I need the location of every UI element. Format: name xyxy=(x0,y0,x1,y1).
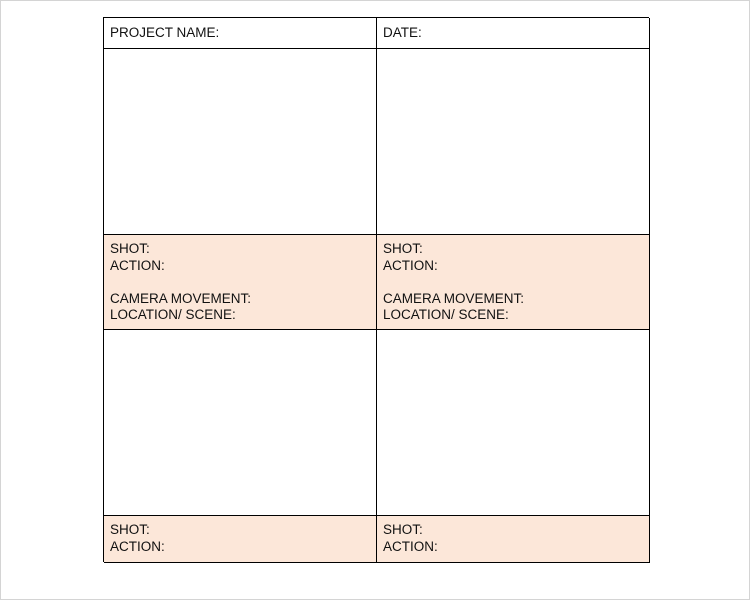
project-name-label: PROJECT NAME: xyxy=(110,24,220,40)
camera-movement-label: CAMERA MOVEMENT: xyxy=(110,290,252,306)
frame-1-details[interactable] xyxy=(104,235,377,330)
action-label: ACTION: xyxy=(383,257,438,273)
action-label: ACTION: xyxy=(383,538,438,554)
frame-3-details[interactable] xyxy=(104,516,377,563)
location-scene-label: LOCATION/ SCENE: xyxy=(110,307,236,322)
shot-label: SHOT: xyxy=(383,241,423,256)
spacer xyxy=(383,274,643,291)
action-label: ACTION: xyxy=(110,538,165,554)
action-label: ACTION: xyxy=(110,257,165,273)
location-scene-label: LOCATION/ SCENE: xyxy=(383,307,509,322)
frame-3-image-area[interactable] xyxy=(104,330,377,516)
date-label: DATE: xyxy=(383,24,422,40)
shot-label: SHOT: xyxy=(383,522,423,537)
frame-2-image-area[interactable] xyxy=(377,49,650,235)
shot-label: SHOT: xyxy=(110,522,150,537)
camera-movement-label: CAMERA MOVEMENT: xyxy=(383,290,525,306)
frame-1-image-area[interactable] xyxy=(104,49,377,235)
project-name-cell[interactable] xyxy=(104,18,377,49)
storyboard-grid xyxy=(103,17,649,562)
shot-label: SHOT: xyxy=(110,241,150,256)
date-cell[interactable] xyxy=(377,18,650,49)
frame-2-details[interactable] xyxy=(377,235,650,330)
spacer xyxy=(110,274,370,291)
frame-4-details[interactable] xyxy=(377,516,650,563)
frame-4-image-area[interactable] xyxy=(377,330,650,516)
